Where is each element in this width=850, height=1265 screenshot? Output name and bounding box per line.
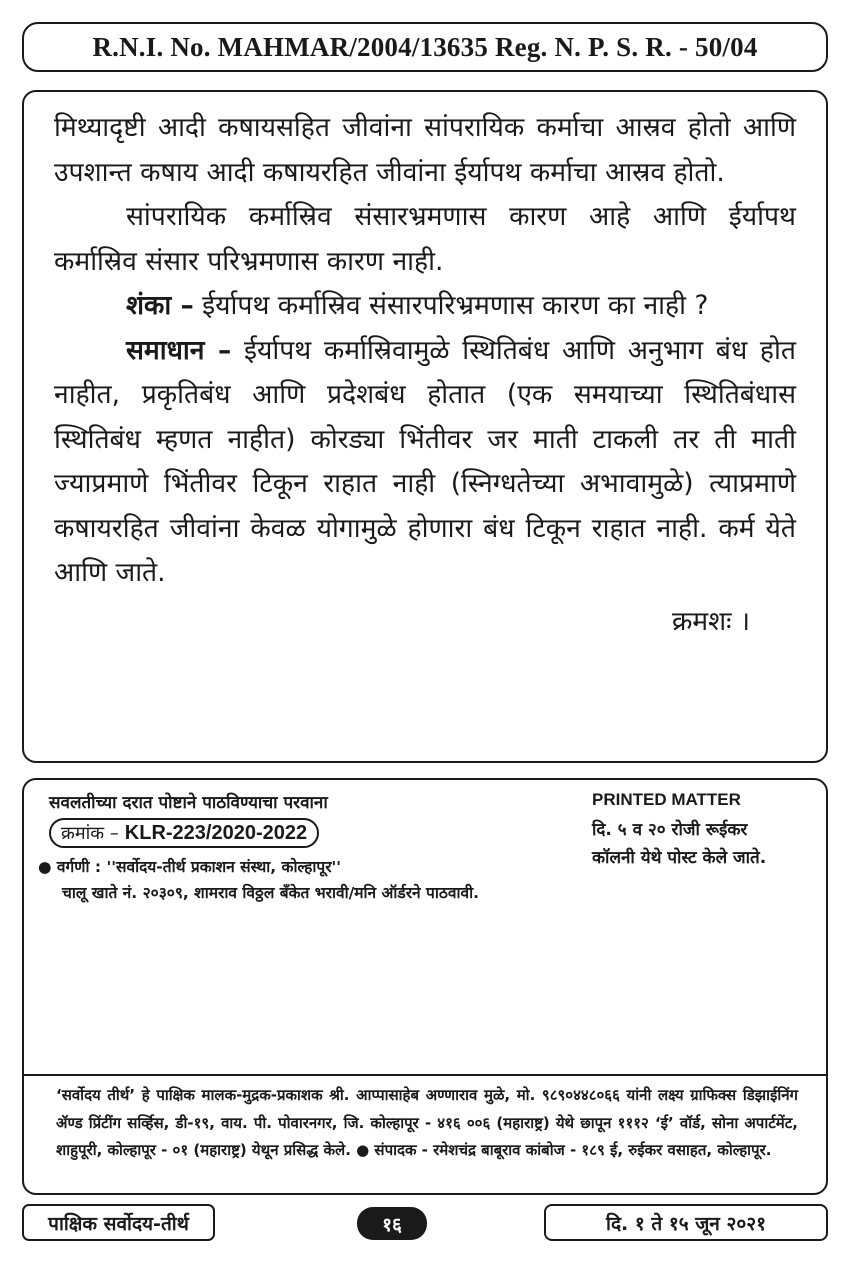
rni-header — [22, 22, 828, 72]
page-number-badge — [357, 1207, 427, 1240]
subscription-line: ● वर्गणी : ''सर्वोदय-तीर्थ प्रकाशन संस्था, कोल्हापूर'' — [38, 858, 342, 876]
samadhan-text: ईर्यापथ कर्मास्रिवामुळे स्थितिबंध आणि अनुभाग बंध होत नाहीत, प्रकृतिबंध आणि प्रदेशबंध होतात (एक समयाच्या स्थितिबंधास स्थितिबंध म्हणत नाहीत) कोरड्या भिंतीवर जर माती टाकली तर ती माती ज्याप्रमाणे भिंतीवर टिकून राहात नाही (स्निग्धतेच्या अभावामुळे) त्याप्रमाणे कषायरहित जीवांना केवळ योगामुळे होणारा बंध टिकून राहात नाही. कर्म येते आणि जाते. — [54, 334, 796, 588]
article-box — [22, 90, 828, 763]
article-paragraph-4 — [54, 329, 796, 596]
article-paragraph-3 — [54, 284, 796, 329]
printed-matter-label: PRINTED MATTER — [592, 790, 741, 809]
rni-text: R.N.I. No. MAHMAR/2004/13635 Reg. N. P. S. R. - 50/04 — [92, 31, 758, 62]
posting-info-line-2: कॉलनी येथे पोस्ट केले जाते. — [592, 848, 767, 868]
samadhan-label: समाधान – — [126, 334, 232, 366]
imprint-section — [22, 1074, 828, 1165]
posting-info-line-1: दि. ५ व २० रोजी रूईकर — [592, 820, 748, 840]
account-line: चालू खाते नं. २०३०९, शामराव विठ्ठल बँकेत भरावी/मनि ऑर्डरने पाठवावी. — [62, 884, 480, 902]
article-paragraph-1: मिथ्यादृष्टी आदी कषायसहित जीवांना सांपरायिक कर्माचा आस्रव होतो आणि उपशान्त कषाय आदी कषायरहित जीवांना ईर्यापथ कर्माचा आस्रव होतो. — [54, 112, 796, 188]
shanka-text: ईर्यापथ कर्मास्रिव संसारपरिभ्रमणास कारण का नाही ? — [193, 290, 709, 321]
issue-date: दि. १ ते १५ जून २०२१ — [606, 1212, 766, 1235]
issue-date-box — [544, 1204, 828, 1241]
shanka-label: शंका – — [126, 290, 194, 321]
continued-marker: क्रमशः । — [671, 605, 750, 637]
permit-number-label: क्रमांक – — [61, 823, 119, 844]
page-number: १६ — [382, 1213, 402, 1236]
imprint-text: ‘सर्वोदय तीर्थ’ हे पाक्षिक मालक-मुद्रक-प्रकाशक श्री. आप्पासाहेब अण्णाराव मुळे, मो. ९८९०४४८०६६ यांनी लक्ष्य ग्राफिक्स डिझाईनिंग ॲण्ड प्रिंटींग सर्व्हिस, डी-१९, वाय. पी. पोवारनगर, जि. कोल्हापूर - ४१६ ००६ (महाराष्ट्र) येथे छापून १११२ ‘ई’ वॉर्ड, सोना अपार्टमेंट, शाहुपूरी, कोल्हापूर - ०१ (महाराष्ट्र) येथून प्रसिद्ध केले. ● संपादक - रमेशचंद्र बाबूराव कांबोज - १८९ ई, रुईकर वसाहत, कोल्हापूर. — [56, 1086, 798, 1159]
permit-number-value: KLR-223/2020-2022 — [124, 821, 308, 844]
article-paragraph-2: सांपरायिक कर्मास्रिव संसारभ्रमणास कारण आहे आणि ईर्यापथ कर्मास्रिव संसार परिभ्रमणास कारण नाही. — [54, 201, 796, 277]
permit-number-badge — [49, 818, 319, 848]
publication-name: पाक्षिक सर्वोदय-तीर्थ — [48, 1212, 189, 1235]
publication-name-box — [22, 1204, 215, 1241]
postal-permit-title: सवलतीच्या दरात पोष्टाने पाठविण्याचा परवाना — [49, 793, 328, 813]
